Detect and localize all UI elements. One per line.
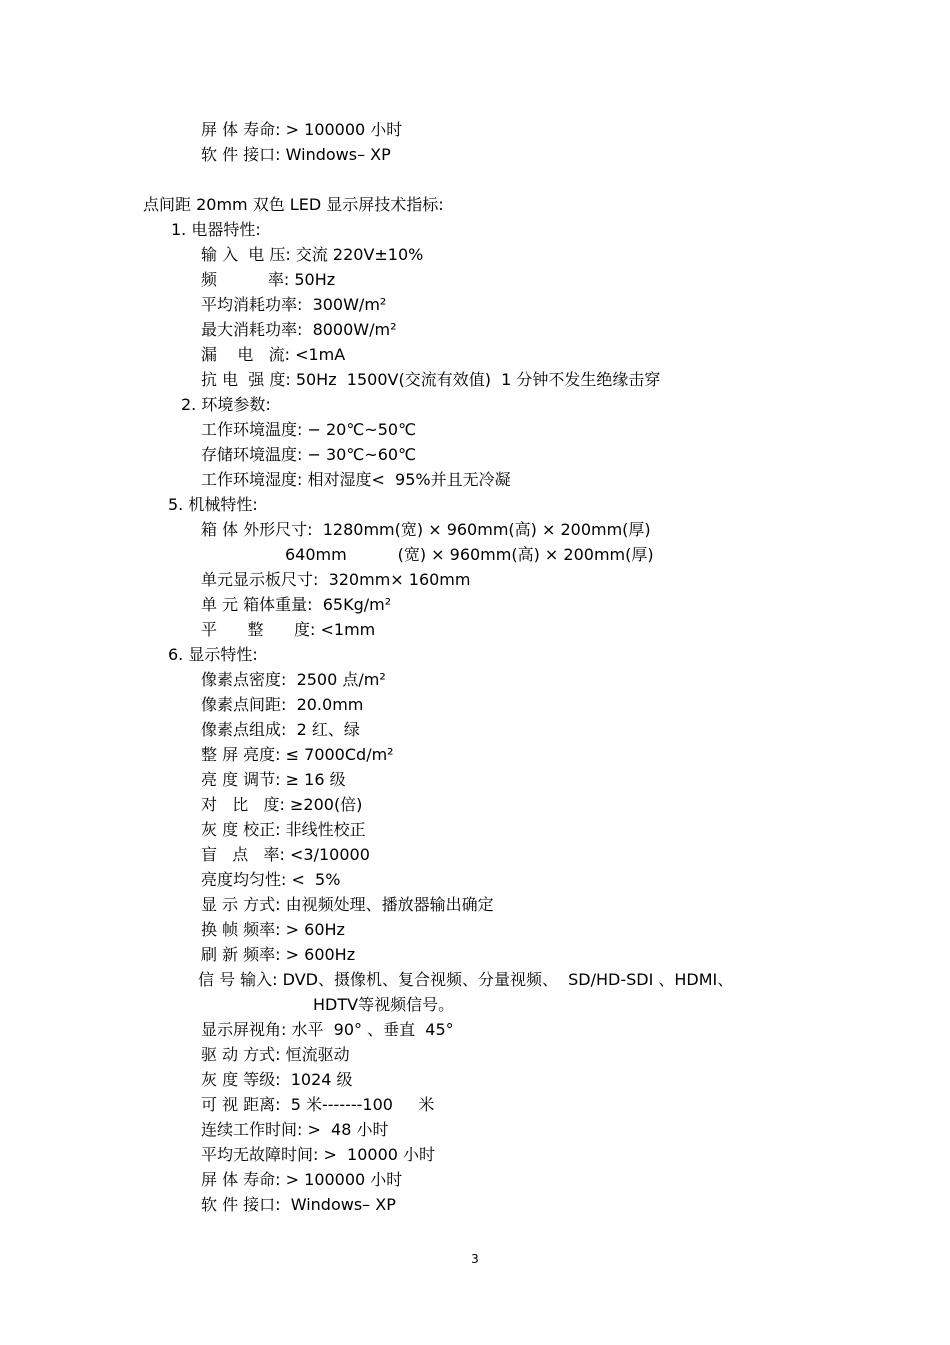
spec-gray-level: 灰 度 等级: 1024 级 xyxy=(201,1070,353,1089)
heading-environment: 2. 环境参数: xyxy=(181,395,271,414)
spec-pixel-pitch: 像素点间距: 20.0mm xyxy=(201,695,364,714)
spec-pixel-composition: 像素点组成: 2 红、绿 xyxy=(201,720,360,739)
spec-software-top: 软 件 接口: Windows– XP xyxy=(201,145,391,164)
page-number: 3 xyxy=(471,1252,479,1266)
heading-display: 6. 显示特性: xyxy=(168,645,258,664)
spec-brightness-adjust: 亮 度 调节: ≥ 16 级 xyxy=(201,770,346,789)
spec-continuous-work: 连续工作时间: > 48 小时 xyxy=(201,1120,389,1139)
spec-flatness: 平 整 度: <1mm xyxy=(201,620,376,639)
spec-work-temp: 工作环境温度: − 20℃~50℃ xyxy=(201,420,417,439)
spec-cabinet-size-2: 640mm (宽) × 960mm(高) × 200mm(厚) xyxy=(285,545,654,564)
spec-leakage: 漏 电 流: <1mA xyxy=(201,345,346,364)
spec-cabinet-weight: 单 元 箱体重量: 65Kg/m² xyxy=(201,595,392,614)
spec-frequency: 频 率: 50Hz xyxy=(201,270,336,289)
spec-uniformity: 亮度均匀性: < 5% xyxy=(201,870,341,889)
spec-unit-board-size: 单元显示板尺寸: 320mm× 160mm xyxy=(201,570,471,589)
spec-brightness: 整 屏 亮度: ≤ 7000Cd/m² xyxy=(201,745,394,764)
spec-storage-temp: 存储环境温度: − 30℃~60℃ xyxy=(201,445,417,464)
spec-software: 软 件 接口: Windows– XP xyxy=(201,1195,396,1214)
spec-cabinet-size-1: 箱 体 外形尺寸: 1280mm(宽) × 960mm(高) × 200mm(厚) xyxy=(201,520,651,539)
section-title: 点间距 20mm 双色 LED 显示屏技术指标: xyxy=(143,195,444,214)
spec-gray-correction: 灰 度 校正: 非线性校正 xyxy=(201,820,366,839)
spec-signal-input-2: HDTV等视频信号。 xyxy=(313,995,455,1014)
spec-mtbf: 平均无故障时间: > 10000 小时 xyxy=(201,1145,436,1164)
spec-max-power: 最大消耗功率: 8000W/m² xyxy=(201,320,397,339)
spec-blind-spot: 盲 点 率: <3/10000 xyxy=(201,845,370,864)
spec-refresh-rate: 刷 新 频率: > 600Hz xyxy=(201,945,356,964)
spec-screen-life-top: 屏 体 寿命: > 100000 小时 xyxy=(201,120,403,139)
spec-work-humidity: 工作环境湿度: 相对湿度< 95%并且无冷凝 xyxy=(201,470,511,489)
spec-frame-rate: 换 帧 频率: > 60Hz xyxy=(201,920,345,939)
spec-input-voltage: 输 入 电 压: 交流 220V±10% xyxy=(201,245,424,264)
spec-drive-mode: 驱 动 方式: 恒流驱动 xyxy=(201,1045,350,1064)
spec-avg-power: 平均消耗功率: 300W/m² xyxy=(201,295,387,314)
heading-electrical: 1. 电器特性: xyxy=(171,220,261,239)
spec-pixel-density: 像素点密度: 2500 点/m² xyxy=(201,670,386,689)
spec-viewing-distance: 可 视 距离: 5 米-------100 米 xyxy=(201,1095,435,1114)
spec-display-mode: 显 示 方式: 由视频处理、播放器输出确定 xyxy=(201,895,494,914)
heading-mechanical: 5. 机械特性: xyxy=(168,495,258,514)
spec-screen-life: 屏 体 寿命: > 100000 小时 xyxy=(201,1170,403,1189)
spec-contrast: 对 比 度: ≥200(倍) xyxy=(201,795,363,814)
spec-dielectric: 抗 电 强 度: 50Hz 1500V(交流有效值) 1 分钟不发生绝缘击穿 xyxy=(201,370,661,389)
spec-signal-input-1: 信 号 输入: DVD、摄像机、复合视频、分量视频、 SD/HD-SDI 、HDMI、 xyxy=(198,970,734,989)
spec-viewing-angle: 显示屏视角: 水平 90° 、垂直 45° xyxy=(201,1020,454,1039)
